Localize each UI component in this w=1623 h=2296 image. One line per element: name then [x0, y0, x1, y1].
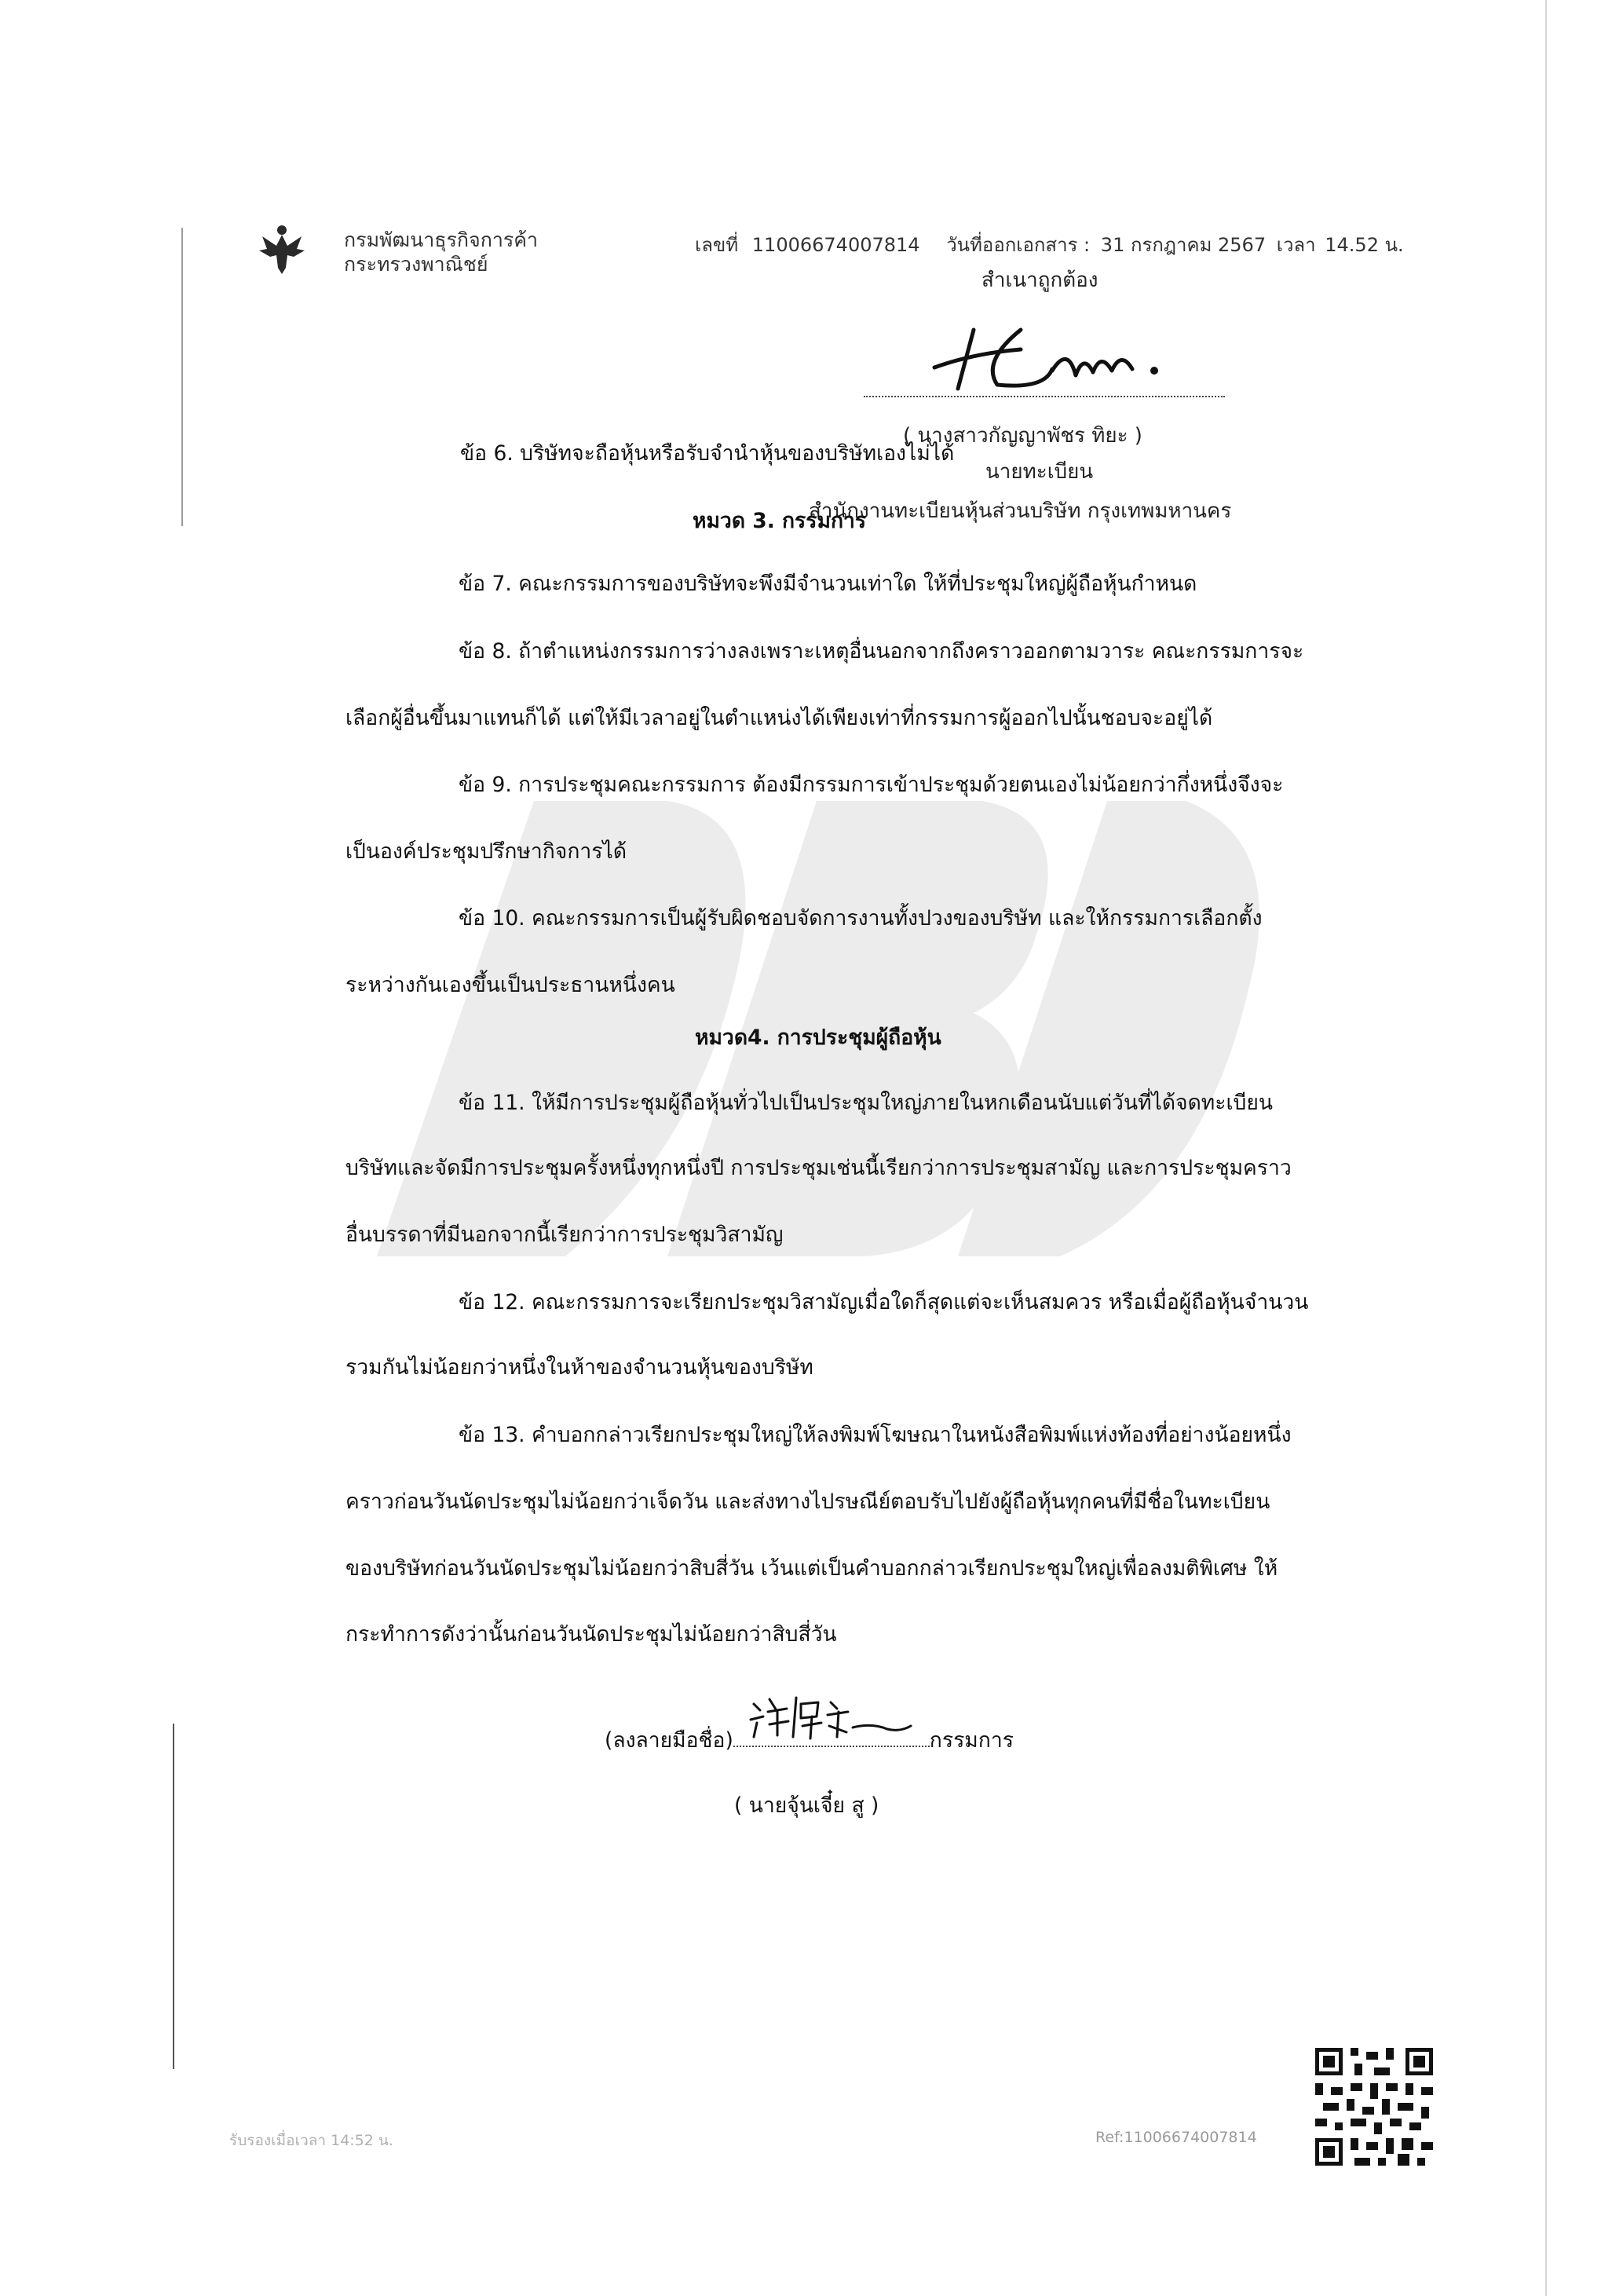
clause-13-line-1: ข้อ 13. คำบอกกล่าวเรียกประชุมใหญ่ให้ลงพิมพ์โฆษณาในหนังสือพิมพ์แห่งท้องที่อย่างน้อยหนึ่ง — [459, 1423, 1292, 1447]
ministry-name: กระทรวงพาณิชย์ — [344, 253, 488, 276]
clause-11-line-1: ข้อ 11. ให้มีการประชุมผู้ถือหุ้นทั่วไปเป็นประชุมใหญ่ภายในหกเดือนนับแต่วันที่ได้จดทะเบียน — [459, 1091, 1274, 1115]
clause-13-line-2: คราวก่อนวันนัดประชุมไม่น้อยกว่าเจ็ดวัน และส่งทางไปรษณีย์ตอบรับไปยังผู้ถือหุ้นทุกคนที่มีชื่อในทะเบียน — [345, 1490, 1270, 1514]
clause-12-line-1: ข้อ 12. คณะกรรมการจะเรียกประชุมวิสามัญเมื่อใดก็สุดแต่จะเห็นสมควร หรือเมื่อผู้ถือหุ้นจำนวน — [459, 1290, 1309, 1314]
signature-dots — [733, 1746, 930, 1747]
footer-ref: Ref:11006674007814 — [1095, 2129, 1257, 2146]
section-4-heading: หมวด4. การประชุมผู้ถือหุ้น — [695, 1026, 941, 1050]
registrar-name: ( นางสาวกัญญาพัชร ทิยะ ) — [903, 424, 1142, 448]
clause-9-line-1: ข้อ 9. การประชุมคณะกรรมการ ต้องมีกรรมการเข้าประชุมด้วยตนเองไม่น้อยกว่ากึ่งหนึ่งจึงจะ — [459, 773, 1284, 797]
registrar-title: นายทะเบียน — [985, 460, 1094, 484]
clause-9-line-2: เป็นองค์ประชุมปรึกษากิจการได้ — [345, 839, 627, 864]
certified-copy-label: สำเนาถูกต้อง — [981, 269, 1098, 292]
section-3-heading: หมวด 3. กรรมการ — [693, 509, 867, 533]
footer-left-note: รับรองเมื่อเวลา 14:52 น. — [229, 2132, 393, 2149]
clause-8-line-1: ข้อ 8. ถ้าตำแหน่งกรรมการว่างลงเพราะเหตุอื่นนอกจากถึงคราวออกตามวาระ คณะกรรมการจะ — [459, 639, 1304, 664]
signature-prefix: (ลงลายมือชื่อ) — [605, 1728, 733, 1753]
registrar-office: สำนักงานทะเบียนหุ้นส่วนบริษัท กรุงเทพมหานคร — [809, 499, 1232, 523]
clause-13-line-3: ของบริษัทก่อนวันนัดประชุมไม่น้อยกว่าสิบสี่วัน เว้นแต่เป็นคำบอกกล่าวเรียกประชุมใหญ่เพื่อลงมติพิเศษ ให้ — [345, 1556, 1278, 1581]
signature-role: กรรมการ — [929, 1728, 1014, 1753]
clause-10-line-2: ระหว่างกันเองขึ้นเป็นประธานหนึ่งคน — [345, 973, 675, 997]
registrar-signature — [927, 314, 1209, 400]
clause-11-line-2: บริษัทและจัดมีการประชุมครั้งหนึ่งทุกหนึ่งปี การประชุมเช่นนี้เรียกว่าการประชุมสามัญ และการประชุมคราว — [345, 1156, 1292, 1180]
scan-line-left-lower — [173, 1724, 174, 2069]
director-signature — [746, 1688, 919, 1743]
clause-6: ข้อ 6. บริษัทจะถือหุ้นหรือรับจำนำหุ้นของบริษัทเองไม่ได้ — [460, 441, 955, 466]
department-name: กรมพัฒนาธุรกิจการค้า — [344, 229, 539, 251]
qr-code-icon — [1315, 2048, 1433, 2166]
scan-line-right — [1545, 0, 1547, 2296]
director-name: ( นายจุ้นเจี๋ย สู ) — [734, 1793, 879, 1818]
time-label: เวลา — [1276, 234, 1316, 256]
clause-8-line-2: เลือกผู้อื่นขึ้นมาแทนก็ได้ แต่ให้มีเวลาอยู่ในตำแหน่งได้เพียงเท่าที่กรรมการผู้ออกไปนั้นชอบจะอยู่ได้ — [345, 706, 1213, 730]
clause-11-line-3: อื่นบรรดาที่มีนอกจากนี้เรียกว่าการประชุมวิสามัญ — [345, 1223, 784, 1247]
registrar-signature-line — [864, 396, 1225, 397]
doc-no: 11006674007814 — [751, 234, 920, 256]
issue-label: วันที่ออกเอกสาร : — [946, 234, 1091, 256]
document-number-line — [695, 229, 1404, 260]
clause-7: ข้อ 7. คณะกรรมการของบริษัทจะพึงมีจำนวนเท่าใด ให้ที่ประชุมใหญ่ผู้ถือหุ้นกำหนด — [459, 572, 1197, 596]
issue-time: 14.52 น. — [1325, 234, 1404, 256]
doc-no-label: เลขที่ — [695, 234, 739, 256]
scan-line-left — [181, 228, 183, 526]
clause-13-line-4: กระทำการดังว่านั้นก่อนวันนัดประชุมไม่น้อยกว่าสิบสี่วัน — [345, 1622, 837, 1647]
garuda-seal-icon — [259, 222, 305, 274]
clause-12-line-2: รวมกันไม่น้อยกว่าหนึ่งในห้าของจำนวนหุ้นของบริษัท — [345, 1355, 813, 1380]
issue-date: 31 กรกฎาคม 2567 — [1100, 234, 1267, 256]
clause-10-line-1: ข้อ 10. คณะกรรมการเป็นผู้รับผิดชอบจัดการงานทั้งปวงของบริษัท และให้กรรมการเลือกตั้ง — [459, 906, 1263, 930]
